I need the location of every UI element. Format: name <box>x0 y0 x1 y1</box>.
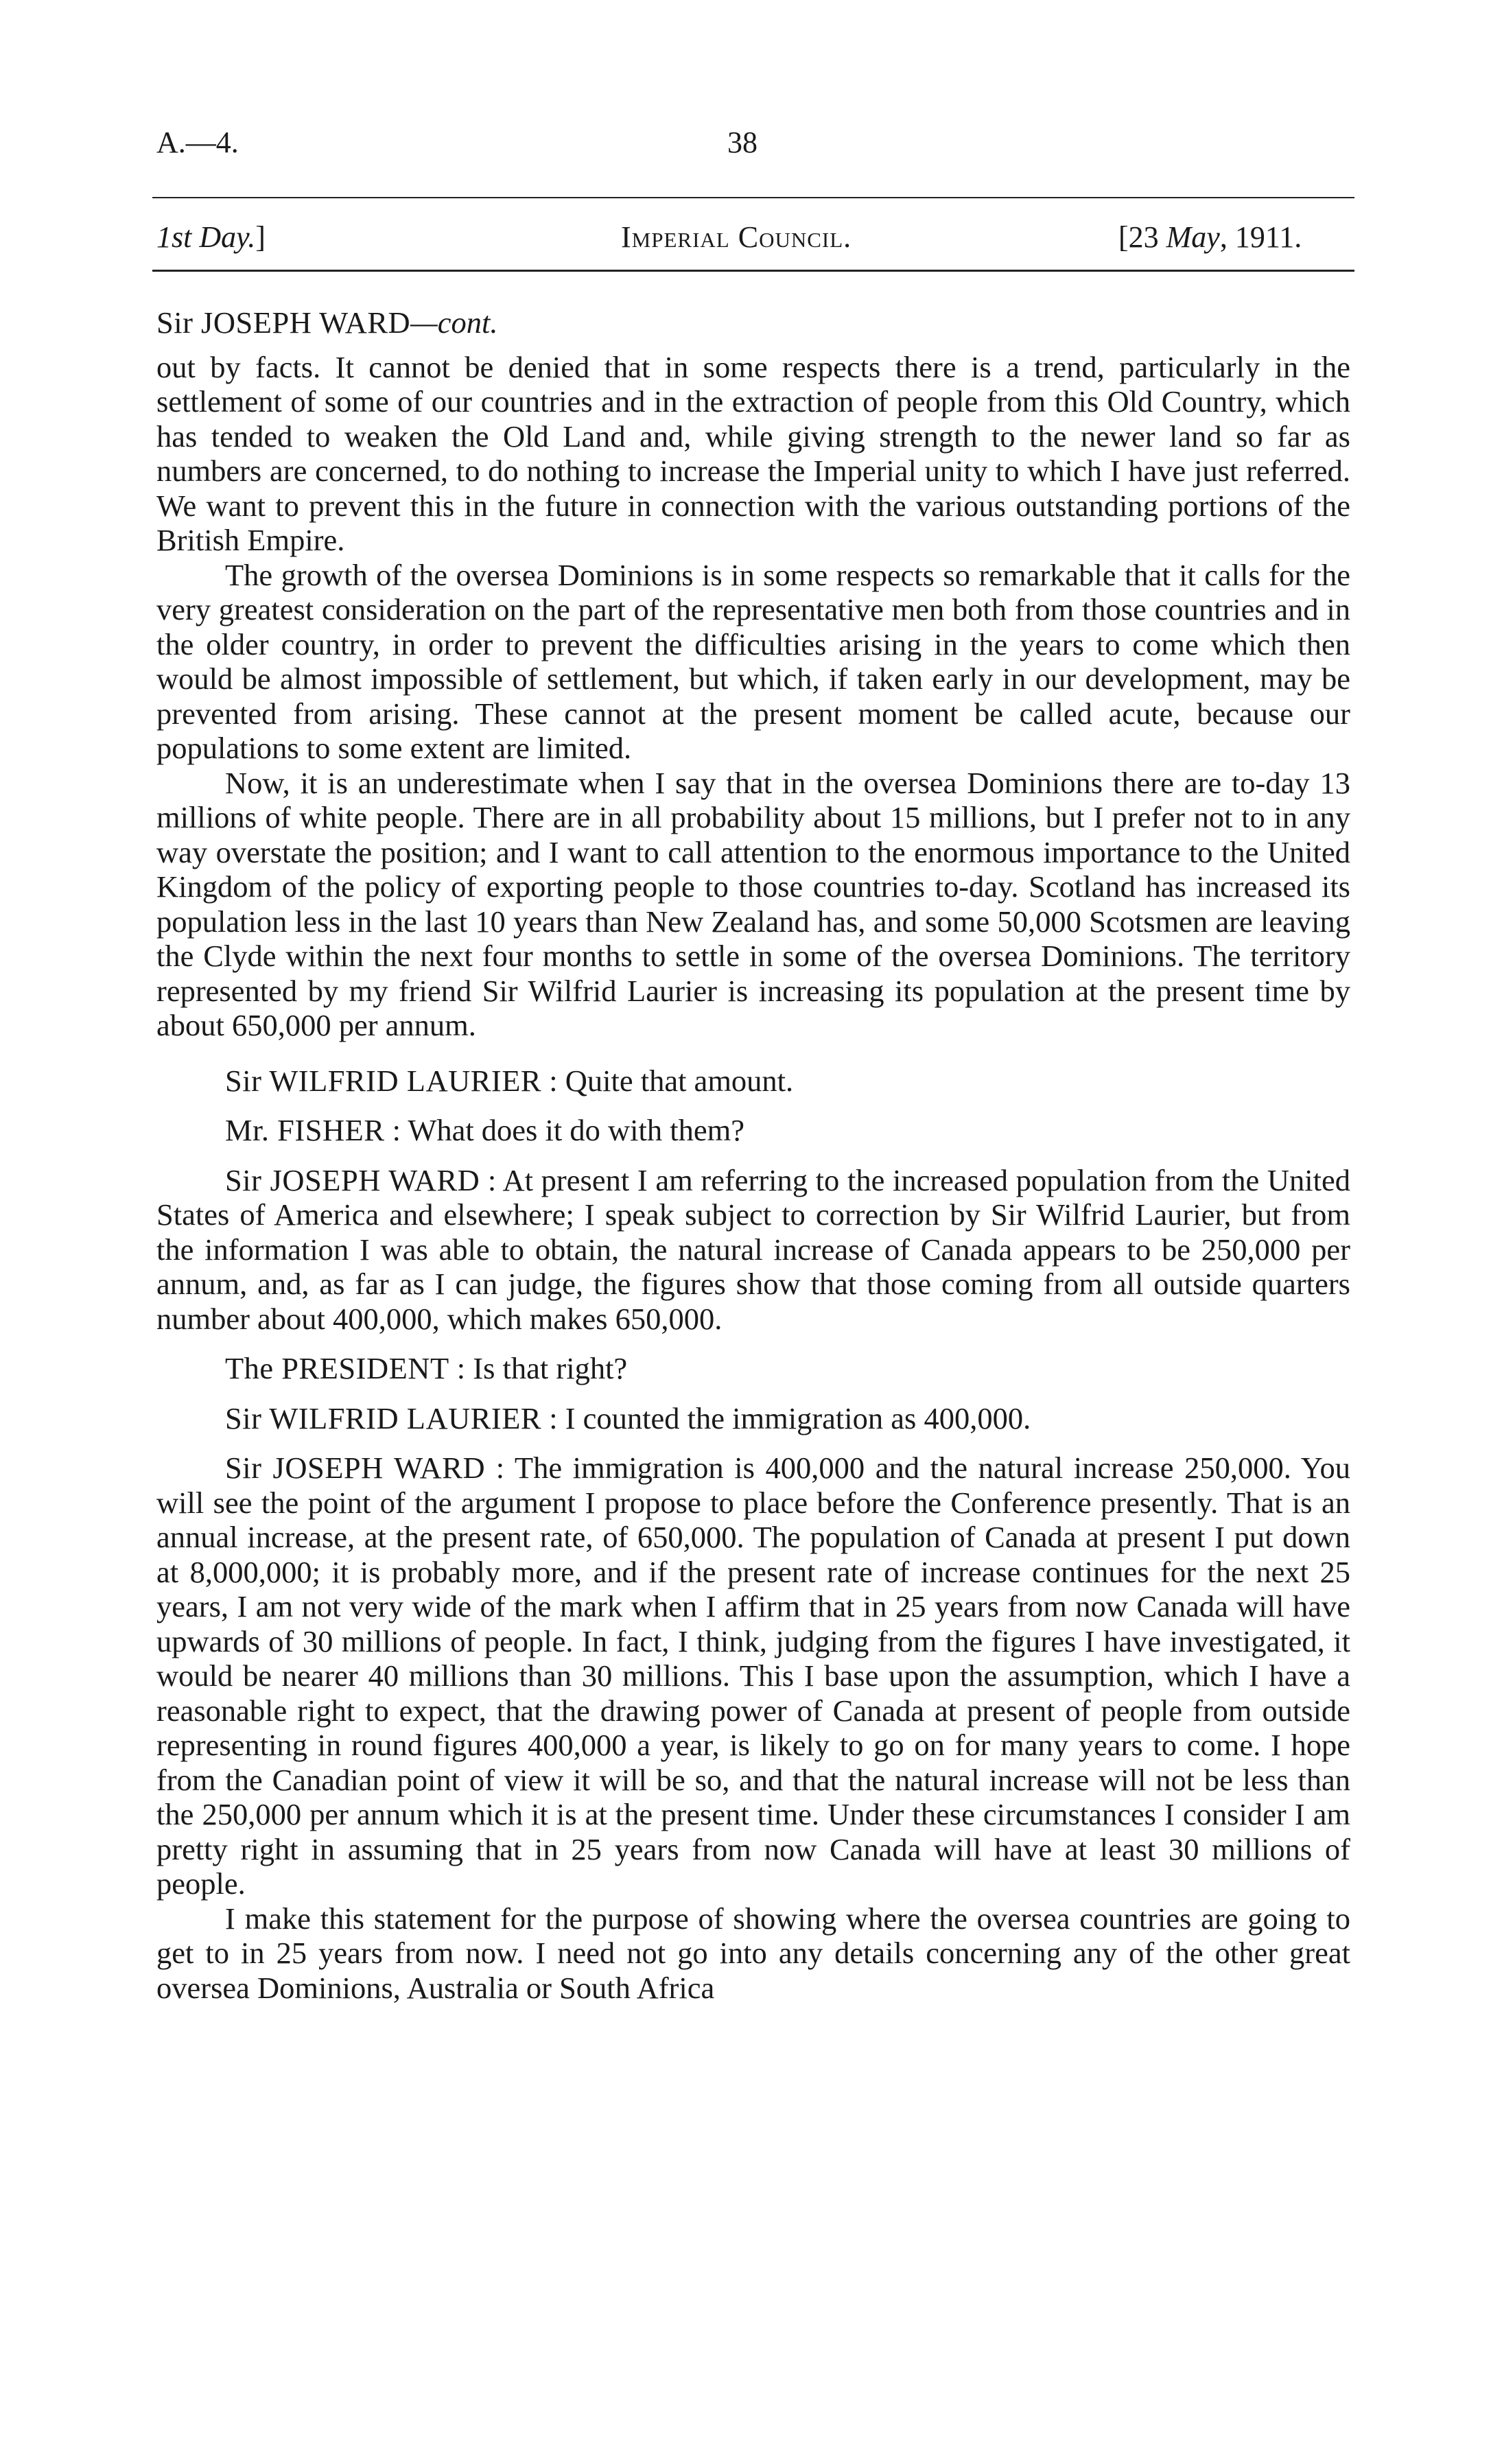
speech-text: I counted the immigration as 400,000. <box>565 1400 1031 1435</box>
body-text <box>156 305 1350 2005</box>
day-label <box>156 220 266 255</box>
speech-laurier-2 <box>156 1401 1350 1436</box>
speech-speaker: The PRESIDENT <box>225 1351 449 1385</box>
date-suffix: , 1911. <box>1219 220 1302 254</box>
speech-speaker: Mr. FISHER <box>225 1113 385 1147</box>
paragraph-1: out by facts. It cannot be denied that in some respects there is a trend, particularly in the settlement of some of our countries and in the extraction of people from this Old Country, which has tended to weaken the Old Land and, while giving strength to the newer land so far as numbers are concerned, to do nothing to increase the Imperial unity to which I have just referred. We want to prevent this in the future in connection with the various outstanding portions of the British Empire. <box>156 349 1350 557</box>
council-title: Imperial Council. <box>621 220 852 254</box>
speech-president <box>156 1351 1350 1386</box>
date-prefix: [23 <box>1118 220 1166 254</box>
page-header-top <box>0 125 1491 166</box>
speech-separator: : <box>480 1162 503 1197</box>
speech-speaker: Sir JOSEPH WARD <box>225 1451 486 1485</box>
day-bracket: ] <box>255 220 266 254</box>
reference-code: A.—4. <box>156 126 239 159</box>
speech-separator: : <box>449 1351 473 1385</box>
speech-ward-2 <box>156 1451 1350 1901</box>
speech-text: Is that right? <box>473 1351 628 1385</box>
page-number: 38 <box>727 126 758 159</box>
date-label <box>1118 220 1302 255</box>
speech-text: The immigration is 400,000 and the natural increase 250,000. You will see the point of the argument I propose to place before the Conference presently. That is an annual increase, at the present rate, of 650,000. The population of Canada at present I put down at 8,000,000; it is probably more, and if the present rate of increase continues for the next 25 years, I am not very wide of the mark when I affirm that in 25 years from now Canada will have upwards of 30 millions of people. In fact, I think, judging from the figures I have investigated, it would be nearer 40 millions than 30 millions. This I base upon the assumption, which I have a reasonable right to expect, that the drawing power of Canada at present of people from outside representing in round figures 400,000 a year, is likely to go on for many years to come. I hope from the Canadian point of view it will be so, and that the natural increase will not be less than the 250,000 per annum which it is at the present time. Under these circumstances I consider I am pretty right in assuming that in 25 years from now Canada will have at least 30 millions of people. <box>156 1451 1350 1901</box>
date-month: May <box>1166 220 1220 254</box>
speech-speaker: Sir JOSEPH WARD <box>225 1162 480 1197</box>
speech-separator: : <box>485 1451 515 1485</box>
day-label-text: 1st Day. <box>156 220 256 254</box>
speech-text: What does it do with them? <box>408 1113 744 1147</box>
closing-paragraph: I make this statement for the purpose of showing where the oversea countries are going to get to in 25 years from now. I need not go into any details concerning any of the other great oversea Dominions, Australia or South Africa <box>156 1901 1350 2005</box>
speech-text: At present I am referring to the increased population from the United States of America and elsewhere; I speak subject to correction by Sir Wilfrid Laurier, but from the information I was able to obtain, the natural increase of Canada appears to be 250,000 per annum, and, as far as I can judge, the figures show that those coming from all outside quarters number about 400,000, which makes 650,000. <box>156 1162 1350 1336</box>
header-rule-top <box>152 197 1354 198</box>
speech-speaker: Sir WILFRID LAURIER <box>225 1063 542 1098</box>
speech-separator: : <box>541 1063 565 1098</box>
speech-ward-1 <box>156 1163 1350 1337</box>
running-header <box>0 220 1491 261</box>
paragraph-2: The growth of the oversea Dominions is in some respects so remarkable that it calls for the very greatest consideration on the part of the representative men both from those countries and in the older country, in order to prevent the difficulties arising in the years to come which then would be almost impossible of settlement, but which, if taken early in our development, may be prevented from arising. These cannot at the present moment be called acute, because our populations to some extent are limited. <box>156 557 1350 765</box>
speech-separator: : <box>384 1113 408 1147</box>
speaker-name: Sir JOSEPH WARD <box>156 305 411 340</box>
continued-marker: —cont. <box>410 305 498 340</box>
speaker-continued <box>156 305 1350 340</box>
header-rule-bottom <box>152 270 1354 272</box>
speech-speaker: Sir WILFRID LAURIER <box>225 1400 542 1435</box>
paragraph-3: Now, it is an underestimate when I say that in the oversea Dominions there are to-day 13 millions of white people. There are in all probability about 15 millions, but I prefer not to in any way overstate the position; and I want to call attention to the enormous importance to the United Kingdom of the policy of exporting people to those countries to-day. Scotland has increased its population less in the last 10 years than New Zealand has, and some 50,000 Scotsmen are leaving the Clyde within the next four months to settle in some of the oversea Dominions. The territory represented by my friend Sir Wilfrid Laurier is increasing its population at the present time by about 650,000 per annum. <box>156 765 1350 1042</box>
speech-separator: : <box>541 1400 565 1435</box>
speech-laurier-1 <box>156 1064 1350 1099</box>
speech-fisher <box>156 1113 1350 1148</box>
speech-text: Quite that amount. <box>565 1063 794 1098</box>
